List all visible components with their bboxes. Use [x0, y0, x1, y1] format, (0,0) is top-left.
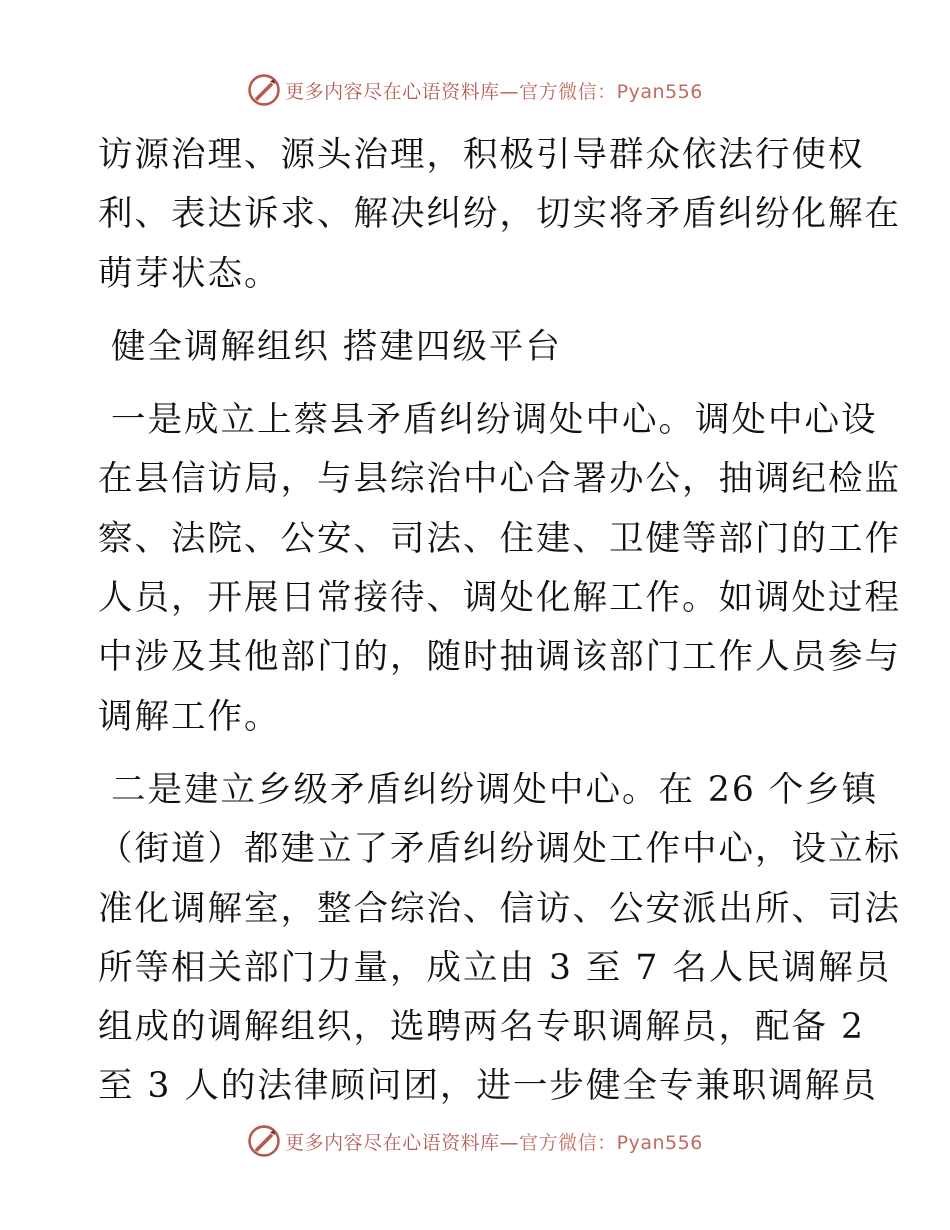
watermark-wechat: 官方微信：Pyan556	[519, 80, 703, 103]
text-line: 访源治理、源头治理，积极引导群众依法行使权	[98, 135, 865, 175]
text-line: 萌芽状态。	[98, 253, 281, 294]
text-line: 一是成立上蔡县矛盾纠纷调处中心。调处中心设	[98, 400, 878, 441]
footer-watermark	[0, 1121, 950, 1161]
section-heading: 健全调解组织 搭建四级平台	[98, 326, 562, 367]
brand-logo-icon	[247, 1124, 281, 1158]
text-line: 察、法院、公安、司法、住建、卫健等部门的工作	[98, 518, 901, 559]
brand-logo-icon	[247, 73, 281, 107]
text-line: 人员，开展日常接待、调处化解工作。如调处过程	[98, 578, 901, 619]
watermark-wechat: 官方微信：Pyan556	[519, 1131, 703, 1154]
text-line: 所等相关部门力量，成立由 3 至 7 名人民调解员	[98, 947, 892, 988]
text-line: 中涉及其他部门的，随时抽调该部门工作人员参与	[98, 637, 901, 678]
text-line: 准化调解室，整合综治、信访、公安派出所、司法	[98, 888, 901, 929]
watermark-text: 更多内容尽在心语资料库—	[285, 1131, 520, 1154]
text-line: 在县信访局，与县综治中心合署办公，抽调纪检监	[98, 459, 901, 500]
text-line: 二是建立乡级矛盾纠纷调处中心。在 26 个乡镇	[98, 769, 879, 810]
text-line: 利、表达诉求、解决纠纷，切实将矛盾纠纷化解在	[98, 194, 901, 235]
document-body	[98, 126, 901, 1117]
text-line: 调解工作。	[98, 696, 281, 737]
header-watermark	[0, 70, 950, 110]
text-line: 至 3 人的法律顾问团，进一步健全专兼职调解员	[98, 1066, 878, 1107]
text-line: 组成的调解组织，选聘两名专职调解员，配备 2	[98, 1007, 865, 1048]
watermark-text: 更多内容尽在心语资料库—	[285, 80, 520, 103]
text-line: （街道）都建立了矛盾纠纷调处工作中心，设立标	[98, 829, 901, 870]
